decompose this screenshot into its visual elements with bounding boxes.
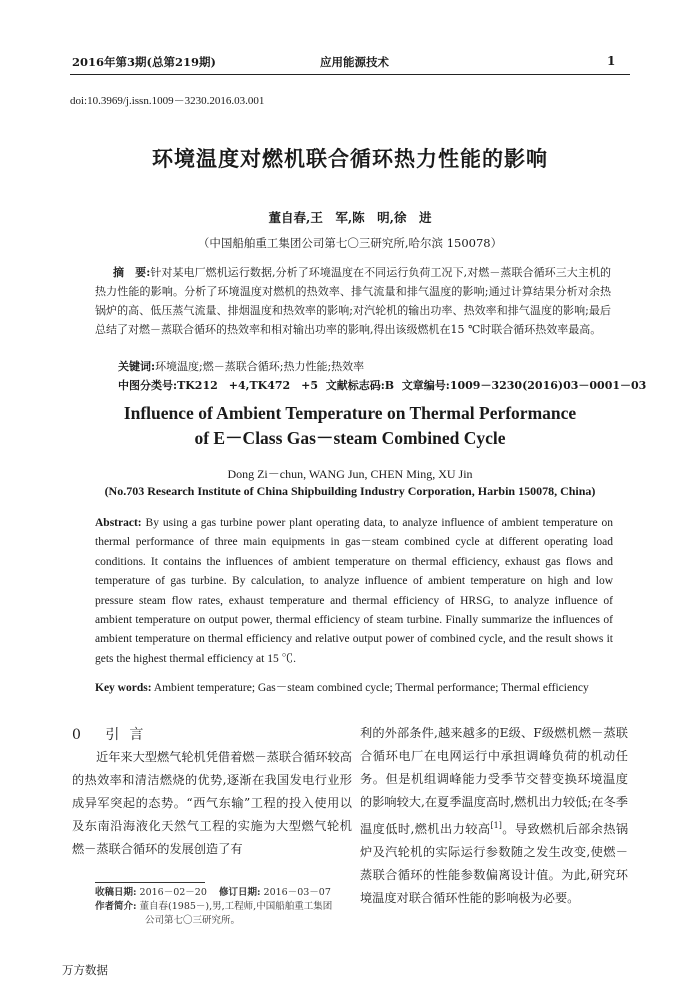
header-journal: 应用能源技术 [320,55,389,69]
abstract-cn-text: 针对某电厂燃机运行数据,分析了环境温度在不同运行负荷工况下,对燃－蒸联合循环三大主机的热力性能的影响。分析了环境温度对燃机的热效率、排气流量和排气温度的影响;通过计算结果分析对余热锅炉的高、低压蒸气流量、排烟温度和热效率的影响;对汽轮机的输出功率、热效率和排气温度的影响;最后总结了对燃－蒸联合循环的热效率和相对输出功率的影响,得出该级燃机在15 ℃时联合循环热效率最高。 [95,266,612,336]
footnotes [95,886,332,928]
header-page-number: 1 [607,54,616,68]
revised-label: 修订日期: [219,887,261,898]
title-en-line2: of E－Class Gas－steam Combined Cycle [194,428,506,448]
authors-en: Dong Zi－chun, WANG Jun, CHEN Ming, XU Jin [227,467,473,481]
received-date: 2016－02－20 [139,887,207,898]
abstract-en [95,514,613,669]
footnote-author-cont: 公司第七〇三研究所。 [145,915,241,926]
authors-cn: 董自春,王 军,陈 明,徐 进 [268,210,432,225]
section-number: 0 [72,727,91,743]
author-intro-line1: 董自春(1985－),男,工程师,中国船舶重工集团 [139,901,333,912]
clc-label: 中图分类号: [118,379,178,392]
footnote-dates [95,886,332,900]
title-cn: 环境温度对燃机联合循环热力性能的影响 [152,146,548,171]
keywords-en-label: Key words: [95,682,152,694]
header-issue: 2016年第3期(总第219期) [72,55,216,69]
clc-value: TK212 +4,TK472 +5 [177,379,319,392]
body-column-right [360,722,628,910]
footer-brand: 万方数据 [62,963,108,977]
doi: doi:10.3969/j.issn.1009－3230.2016.03.001 [70,95,265,107]
body-right-text-a: 利的外部条件,越来越多的E级、F级燃机燃－蒸联合循环电厂在电网运行中承担调峰负荷的机动任务。但是机组调峰能力受季节交替变换环境温度的影响较大,在夏季温度高时,燃机出力较低;在冬季温度低时,燃机出力较高 [360,726,628,837]
section-heading [72,724,153,744]
keywords-en-text: Ambient temperature; Gas－steam combined cycle; Thermal performance; Thermal efficiency [151,682,589,694]
header-rule [70,74,630,75]
abstract-cn-label: 摘 要: [113,266,151,279]
abstract-en-label: Abstract: [95,517,142,529]
abstract-cn [95,263,611,339]
keywords-cn [118,358,364,374]
received-label: 收稿日期: [95,887,137,898]
keywords-cn-label: 关键词: [118,360,156,373]
article-number-value: 1009－3230(2016)03－0001－03 [449,379,647,392]
affiliation-cn: （中国船舶重工集团公司第七〇三研究所,哈尔滨 150078） [197,236,503,250]
revised-date: 2016－03－07 [263,887,331,898]
author-intro-label: 作者简介: [95,901,137,912]
keywords-en [95,679,613,698]
citation: [1] [490,821,502,830]
affiliation-en: (No.703 Research Institute of China Shipbuilding Industry Corporation, Harbin 150078, China) [104,484,596,498]
abstract-en-text: By using a gas turbine power plant operating data, to analyze influence of ambient temperature on thermal performance of three main equipments in gas－steam combined cycle at different operating load conditions. It contains the influences of ambient temperature on thermal efficiency, exhaust gas flows and temperature of gas turbine. By calculation, to analyze influence of ambient temperature on high and low pressure steam flow rates, exhaust temperature and thermal efficiency of HRSG, to analyze influence of ambient temperature on output power, thermal efficiency of steam turbine. Finally summarize the influences of ambient temperature on thermal efficiency and relative output power of combined cycle, and the result shows it gets the highest thermal efficiency at 15 ℃. [95,517,613,665]
keywords-cn-text: 环境温度;燃－蒸联合循环;热力性能;热效率 [155,360,365,373]
section-title: 引言 [105,727,154,743]
classification-cn [118,377,646,393]
footnote-rule [95,882,205,883]
body-column-left: 近年来大型燃气轮机凭借着燃－蒸联合循环较高的热效率和清洁燃烧的优势,逐渐在我国发电行业形成异军突起的态势。“西气东输”工程的投入使用以及东南沿海液化天然气工程的实施为大型燃气轮机燃－蒸联合循环的发展创造了有 [72,750,352,856]
doc-code-value: B [384,379,395,392]
title-en [0,401,700,451]
article-number-label: 文章编号: [401,379,450,392]
body-right-text-b: 。导致燃机后部余热锅炉及汽轮机的实际运行参数随之发生改变,使燃－蒸联合循环的性能参数偏离设计值。为此,研究环境温度对联合循环性能的影响极为必要。 [360,822,629,906]
doc-code-label: 文献标志码: [325,379,385,392]
footnote-author [95,900,332,914]
title-en-line1: Influence of Ambient Temperature on Thermal Performance [123,403,577,423]
